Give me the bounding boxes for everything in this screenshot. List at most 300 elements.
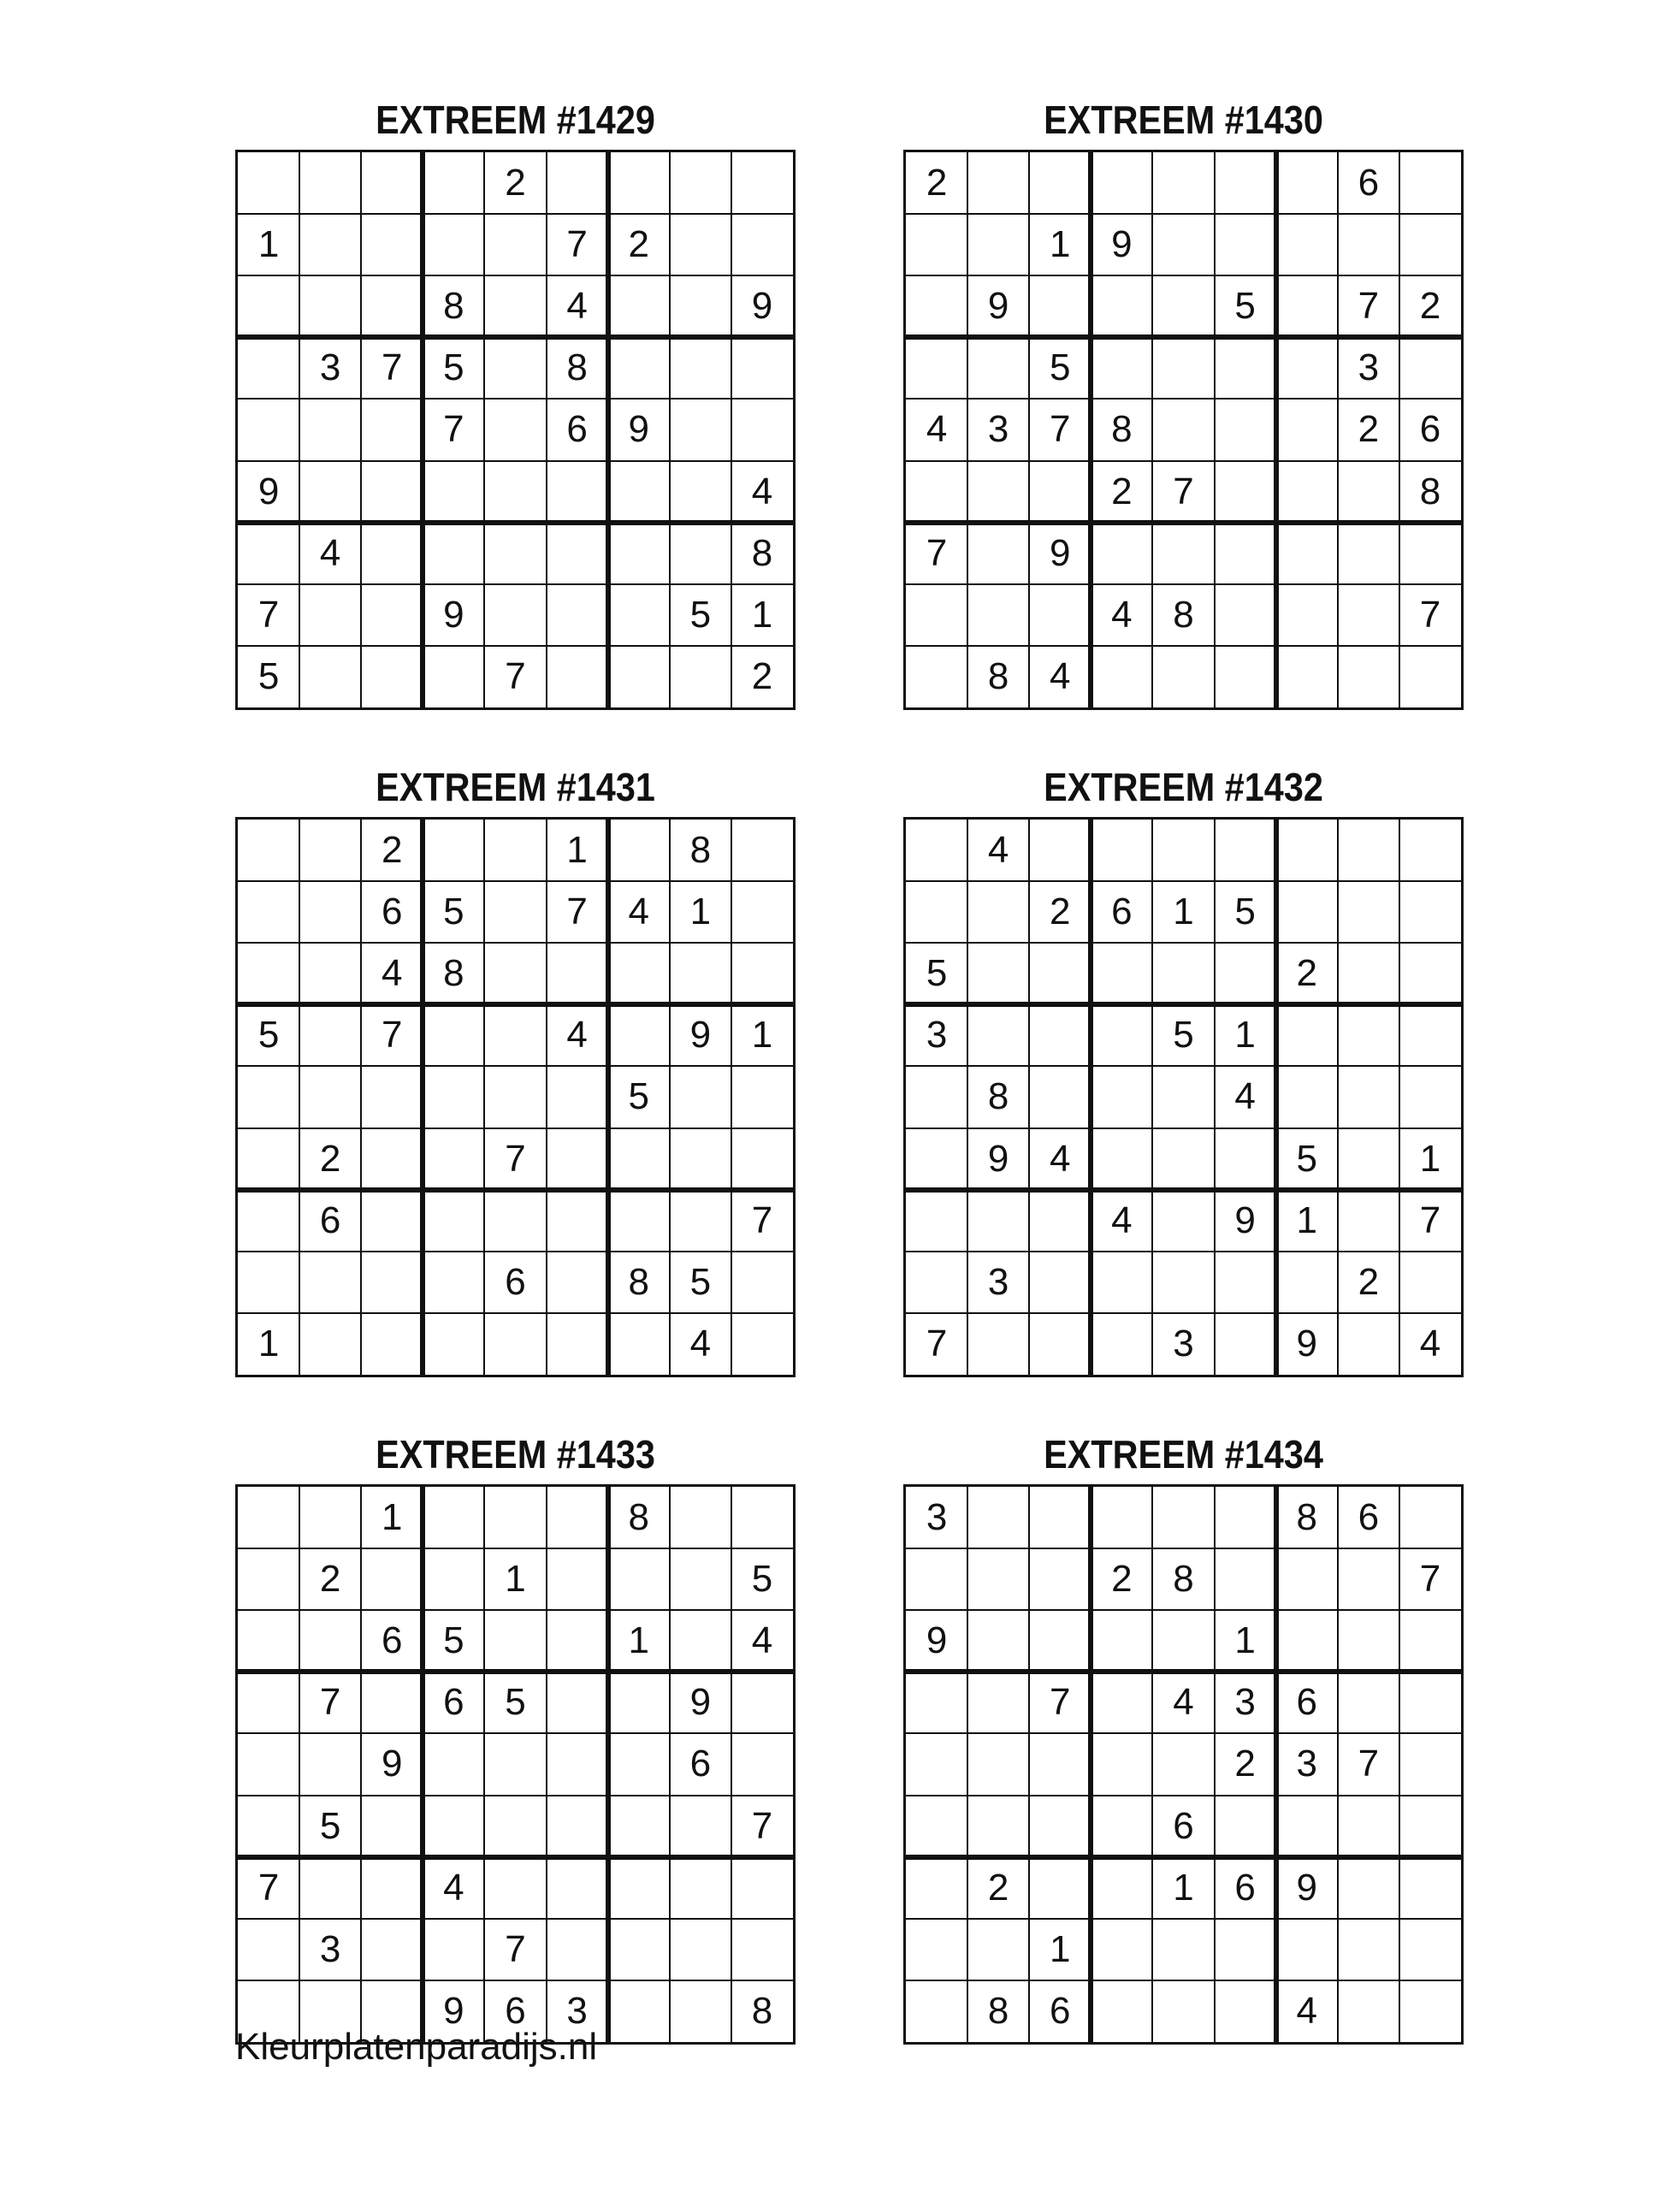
empty-cell <box>608 1919 670 1980</box>
empty-cell <box>423 1066 484 1128</box>
given-digit-cell: 3 <box>926 1014 948 1057</box>
empty-cell <box>906 1919 967 1980</box>
empty-cell <box>299 1313 361 1375</box>
empty-cell <box>1338 1066 1399 1128</box>
empty-cell <box>1215 337 1276 399</box>
given-digit-cell: 5 <box>443 1619 464 1662</box>
empty-cell <box>1091 820 1152 881</box>
empty-cell <box>1399 214 1461 275</box>
given-digit-cell: 3 <box>566 1989 588 2032</box>
empty-cell <box>423 1796 484 1857</box>
given-digit-cell: 2 <box>987 1866 1009 1909</box>
empty-cell <box>1029 1857 1091 1919</box>
empty-cell <box>1091 152 1152 214</box>
given-digit-cell: 5 <box>628 1075 649 1118</box>
empty-cell <box>547 1548 608 1610</box>
empty-cell <box>238 1548 299 1610</box>
empty-cell <box>1152 214 1214 275</box>
empty-cell <box>1152 399 1214 460</box>
empty-cell <box>484 214 546 275</box>
empty-cell <box>906 1252 967 1313</box>
sudoku-grid <box>903 150 1464 710</box>
given-digit-cell: 2 <box>628 223 649 266</box>
empty-cell <box>731 1252 793 1313</box>
empty-cell <box>361 1857 423 1919</box>
empty-cell <box>1399 1487 1461 1548</box>
empty-cell <box>731 337 793 399</box>
given-digit-cell: 6 <box>443 1681 464 1724</box>
empty-cell <box>299 1066 361 1128</box>
empty-cell <box>484 399 546 460</box>
empty-cell <box>1029 1548 1091 1610</box>
empty-cell <box>731 943 793 1004</box>
empty-cell <box>1029 943 1091 1004</box>
given-digit-cell: 8 <box>987 1989 1009 2032</box>
given-digit-cell: 4 <box>443 1866 464 1909</box>
empty-cell <box>608 1733 670 1795</box>
empty-cell <box>1215 399 1276 460</box>
empty-cell <box>1091 1313 1152 1375</box>
empty-cell <box>423 1128 484 1190</box>
empty-cell <box>547 152 608 214</box>
empty-cell <box>1091 1004 1152 1066</box>
empty-cell <box>299 943 361 1004</box>
empty-cell <box>547 1610 608 1672</box>
given-digit-cell: 6 <box>1111 891 1133 933</box>
empty-cell <box>238 943 299 1004</box>
empty-cell <box>1399 1672 1461 1733</box>
empty-cell <box>1338 1796 1399 1857</box>
given-digit-cell: 1 <box>1234 1619 1256 1662</box>
empty-cell <box>1091 1128 1152 1190</box>
empty-cell <box>1399 1796 1461 1857</box>
given-digit-cell: 5 <box>1296 1137 1317 1180</box>
empty-cell <box>1091 1487 1152 1548</box>
empty-cell <box>967 584 1029 646</box>
empty-cell <box>906 461 967 523</box>
given-digit-cell: 6 <box>505 1989 526 2032</box>
empty-cell <box>1338 881 1399 943</box>
empty-cell <box>608 461 670 523</box>
empty-cell <box>1399 646 1461 707</box>
empty-cell <box>484 1610 546 1672</box>
empty-cell <box>1029 1004 1091 1066</box>
empty-cell <box>238 275 299 337</box>
given-digit-cell: 5 <box>1234 891 1256 933</box>
given-digit-cell: 5 <box>1234 285 1256 328</box>
empty-cell <box>299 1610 361 1672</box>
empty-cell <box>361 1252 423 1313</box>
given-digit-cell: 9 <box>443 1989 464 2032</box>
given-digit-cell: 4 <box>1296 1989 1317 2032</box>
empty-cell <box>1399 1733 1461 1795</box>
empty-cell <box>731 1487 793 1548</box>
given-digit-cell: 9 <box>987 1137 1009 1180</box>
empty-cell <box>1152 337 1214 399</box>
empty-cell <box>670 1487 731 1548</box>
empty-cell <box>1399 152 1461 214</box>
empty-cell <box>608 337 670 399</box>
given-digit-cell: 4 <box>689 1322 712 1364</box>
empty-cell <box>238 1487 299 1548</box>
empty-cell <box>484 881 546 943</box>
empty-cell <box>484 1004 546 1066</box>
given-digit-cell: 9 <box>443 593 464 636</box>
empty-cell <box>547 1796 608 1857</box>
empty-cell <box>967 1004 1029 1066</box>
empty-cell <box>238 1733 299 1795</box>
empty-cell <box>1399 1252 1461 1313</box>
empty-cell <box>608 275 670 337</box>
empty-cell <box>1091 275 1152 337</box>
empty-cell <box>1091 943 1152 1004</box>
empty-cell <box>608 523 670 584</box>
empty-cell <box>608 1980 670 2042</box>
empty-cell <box>1338 1857 1399 1919</box>
given-digit-cell: 7 <box>1050 1681 1071 1724</box>
empty-cell <box>1091 1610 1152 1672</box>
empty-cell <box>484 1857 546 1919</box>
puzzle-title: EXTREEM #1431 <box>376 765 655 809</box>
empty-cell <box>967 152 1029 214</box>
empty-cell <box>547 461 608 523</box>
empty-cell <box>1029 1190 1091 1252</box>
empty-cell <box>1152 1733 1214 1795</box>
empty-cell <box>967 1919 1029 1980</box>
given-digit-cell: 1 <box>1050 1927 1071 1970</box>
empty-cell <box>1215 646 1276 707</box>
given-digit-cell: 6 <box>1234 1866 1256 1909</box>
given-digit-cell: 7 <box>566 223 588 266</box>
given-digit-cell: 4 <box>987 829 1009 872</box>
empty-cell <box>1091 1066 1152 1128</box>
empty-cell <box>906 337 967 399</box>
empty-cell <box>1276 275 1338 337</box>
empty-cell <box>423 152 484 214</box>
empty-cell <box>361 214 423 275</box>
empty-cell <box>423 461 484 523</box>
given-digit-cell: 4 <box>628 891 649 933</box>
empty-cell <box>1276 1252 1338 1313</box>
empty-cell <box>906 1128 967 1190</box>
empty-cell <box>670 1066 731 1128</box>
empty-cell <box>361 1919 423 1980</box>
empty-cell <box>1338 523 1399 584</box>
given-digit-cell: 9 <box>689 1681 712 1724</box>
empty-cell <box>299 214 361 275</box>
given-digit-cell: 4 <box>1111 593 1133 636</box>
given-digit-cell: 4 <box>1050 654 1071 697</box>
given-digit-cell: 1 <box>689 891 712 933</box>
given-digit-cell: 7 <box>1358 285 1380 328</box>
empty-cell <box>547 1190 608 1252</box>
empty-cell <box>1152 1066 1214 1128</box>
empty-cell <box>423 646 484 707</box>
empty-cell <box>1276 1796 1338 1857</box>
empty-cell <box>299 584 361 646</box>
given-digit-cell: 5 <box>505 1681 526 1724</box>
given-digit-cell: 2 <box>1358 408 1380 451</box>
empty-cell <box>967 1796 1029 1857</box>
empty-cell <box>1215 1487 1276 1548</box>
empty-cell <box>1029 1487 1091 1548</box>
given-digit-cell: 4 <box>566 1014 588 1057</box>
empty-cell <box>1276 337 1338 399</box>
given-digit-cell: 4 <box>566 285 588 328</box>
empty-cell <box>484 337 546 399</box>
empty-cell <box>1215 523 1276 584</box>
empty-cell <box>670 646 731 707</box>
empty-cell <box>1215 1796 1276 1857</box>
empty-cell <box>484 1733 546 1795</box>
given-digit-cell: 1 <box>505 1558 526 1601</box>
empty-cell <box>731 1128 793 1190</box>
empty-cell <box>1152 1919 1214 1980</box>
given-digit-cell: 5 <box>319 1804 341 1847</box>
given-digit-cell: 2 <box>1234 1743 1256 1785</box>
given-digit-cell: 6 <box>1419 408 1441 451</box>
given-digit-cell: 6 <box>689 1743 712 1785</box>
empty-cell <box>423 523 484 584</box>
empty-cell <box>547 1919 608 1980</box>
given-digit-cell: 8 <box>1111 408 1133 451</box>
site-footer: Kleurplatenparadijs.nl <box>235 2026 598 2068</box>
empty-cell <box>1338 1004 1399 1066</box>
empty-cell <box>361 1672 423 1733</box>
given-digit-cell: 6 <box>382 891 403 933</box>
given-digit-cell: 2 <box>505 162 526 204</box>
empty-cell <box>608 1190 670 1252</box>
empty-cell <box>967 881 1029 943</box>
empty-cell <box>731 881 793 943</box>
given-digit-cell: 6 <box>1173 1804 1194 1847</box>
empty-cell <box>238 1672 299 1733</box>
puzzle-title: EXTREEM #1430 <box>1044 98 1323 142</box>
empty-cell <box>670 1857 731 1919</box>
empty-cell <box>608 646 670 707</box>
empty-cell <box>547 646 608 707</box>
given-digit-cell: 6 <box>1358 162 1380 204</box>
given-digit-cell: 2 <box>1296 952 1317 995</box>
given-digit-cell: 8 <box>689 829 712 872</box>
empty-cell <box>1276 646 1338 707</box>
empty-cell <box>906 1796 967 1857</box>
empty-cell <box>608 820 670 881</box>
given-digit-cell: 6 <box>1358 1496 1380 1539</box>
empty-cell <box>361 1190 423 1252</box>
empty-cell <box>547 1733 608 1795</box>
empty-cell <box>1091 646 1152 707</box>
empty-cell <box>670 1919 731 1980</box>
empty-cell <box>1215 943 1276 1004</box>
given-digit-cell: 7 <box>1419 1199 1441 1241</box>
empty-cell <box>1215 584 1276 646</box>
empty-cell <box>484 1190 546 1252</box>
empty-cell <box>1029 584 1091 646</box>
given-digit-cell: 4 <box>926 408 948 451</box>
given-digit-cell: 6 <box>505 1260 526 1303</box>
empty-cell <box>608 1128 670 1190</box>
given-digit-cell: 8 <box>443 285 464 328</box>
given-digit-cell: 7 <box>1419 1558 1441 1601</box>
empty-cell <box>238 820 299 881</box>
empty-cell <box>1276 1919 1338 1980</box>
given-digit-cell: 7 <box>505 1927 526 1970</box>
given-digit-cell: 1 <box>257 1322 280 1364</box>
given-digit-cell: 5 <box>443 346 464 389</box>
empty-cell <box>1215 214 1276 275</box>
given-digit-cell: 3 <box>987 1260 1009 1303</box>
empty-cell <box>967 1190 1029 1252</box>
empty-cell <box>238 337 299 399</box>
empty-cell <box>1276 820 1338 881</box>
given-digit-cell: 2 <box>1358 1260 1380 1303</box>
sudoku-grid <box>235 817 796 1377</box>
empty-cell <box>361 523 423 584</box>
empty-cell <box>484 461 546 523</box>
empty-cell <box>1276 523 1338 584</box>
empty-cell <box>299 461 361 523</box>
empty-cell <box>906 881 967 943</box>
empty-cell <box>1215 1548 1276 1610</box>
empty-cell <box>1152 1487 1214 1548</box>
given-digit-cell: 2 <box>1111 470 1133 512</box>
empty-cell <box>1152 1610 1214 1672</box>
given-digit-cell: 4 <box>1234 1075 1256 1118</box>
empty-cell <box>547 943 608 1004</box>
empty-cell <box>1029 1252 1091 1313</box>
empty-cell <box>1276 1004 1338 1066</box>
given-digit-cell: 1 <box>382 1496 403 1539</box>
empty-cell <box>1338 461 1399 523</box>
empty-cell <box>967 337 1029 399</box>
empty-cell <box>238 152 299 214</box>
empty-cell <box>906 275 967 337</box>
empty-cell <box>1338 1190 1399 1252</box>
empty-cell <box>1399 881 1461 943</box>
empty-cell <box>547 1487 608 1548</box>
empty-cell <box>423 1548 484 1610</box>
given-digit-cell: 9 <box>1050 531 1071 574</box>
empty-cell <box>670 461 731 523</box>
empty-cell <box>361 1796 423 1857</box>
empty-cell <box>1276 399 1338 460</box>
empty-cell <box>361 584 423 646</box>
given-digit-cell: 4 <box>382 952 403 995</box>
given-digit-cell: 4 <box>1419 1322 1441 1364</box>
empty-cell <box>1215 1252 1276 1313</box>
given-digit-cell: 9 <box>751 285 773 328</box>
given-digit-cell: 6 <box>1296 1681 1317 1724</box>
empty-cell <box>423 1919 484 1980</box>
empty-cell <box>1215 1128 1276 1190</box>
empty-cell <box>238 881 299 943</box>
given-digit-cell: 2 <box>319 1137 341 1180</box>
empty-cell <box>299 881 361 943</box>
empty-cell <box>1029 1796 1091 1857</box>
empty-cell <box>608 1857 670 1919</box>
empty-cell <box>423 1733 484 1795</box>
given-digit-cell: 7 <box>505 654 526 697</box>
empty-cell <box>1399 1919 1461 1980</box>
empty-cell <box>608 152 670 214</box>
given-digit-cell: 5 <box>689 1260 712 1303</box>
given-digit-cell: 5 <box>257 1014 280 1057</box>
given-digit-cell: 6 <box>1050 1989 1071 2032</box>
empty-cell <box>906 1672 967 1733</box>
given-digit-cell: 7 <box>382 1014 403 1057</box>
empty-cell <box>967 523 1029 584</box>
empty-cell <box>1215 461 1276 523</box>
empty-cell <box>299 399 361 460</box>
given-digit-cell: 2 <box>926 162 948 204</box>
empty-cell <box>361 1548 423 1610</box>
given-digit-cell: 2 <box>1419 285 1441 328</box>
given-digit-cell: 4 <box>751 470 773 512</box>
empty-cell <box>608 1796 670 1857</box>
empty-cell <box>967 1610 1029 1672</box>
given-digit-cell: 6 <box>319 1199 341 1241</box>
empty-cell <box>1029 461 1091 523</box>
empty-cell <box>423 1004 484 1066</box>
given-digit-cell: 3 <box>1234 1681 1256 1724</box>
empty-cell <box>731 1733 793 1795</box>
given-digit-cell: 1 <box>1234 1014 1256 1057</box>
given-digit-cell: 7 <box>926 531 948 574</box>
empty-cell <box>670 943 731 1004</box>
empty-cell <box>1399 523 1461 584</box>
empty-cell <box>1152 820 1214 881</box>
given-digit-cell: 1 <box>1050 223 1071 266</box>
empty-cell <box>967 1487 1029 1548</box>
empty-cell <box>731 1919 793 1980</box>
given-digit-cell: 7 <box>257 593 280 636</box>
empty-cell <box>670 523 731 584</box>
empty-cell <box>1091 1672 1152 1733</box>
empty-cell <box>299 820 361 881</box>
empty-cell <box>423 1487 484 1548</box>
empty-cell <box>1399 1004 1461 1066</box>
given-digit-cell: 3 <box>319 1927 341 1970</box>
given-digit-cell: 7 <box>443 408 464 451</box>
empty-cell <box>547 1252 608 1313</box>
empty-cell <box>967 1672 1029 1733</box>
empty-cell <box>967 1548 1029 1610</box>
empty-cell <box>670 1190 731 1252</box>
empty-cell <box>731 1672 793 1733</box>
sudoku-grid <box>903 1484 1464 2045</box>
given-digit-cell: 8 <box>566 346 588 389</box>
empty-cell <box>299 1487 361 1548</box>
empty-cell <box>670 1980 731 2042</box>
given-digit-cell: 8 <box>987 1075 1009 1118</box>
given-digit-cell: 1 <box>628 1619 649 1662</box>
empty-cell <box>731 1066 793 1128</box>
given-digit-cell: 9 <box>382 1743 403 1785</box>
given-digit-cell: 7 <box>566 891 588 933</box>
empty-cell <box>1152 943 1214 1004</box>
empty-cell <box>1091 1980 1152 2042</box>
empty-cell <box>238 1066 299 1128</box>
given-digit-cell: 4 <box>1050 1137 1071 1180</box>
puzzle-title: EXTREEM #1429 <box>376 98 655 142</box>
empty-cell <box>1152 1128 1214 1190</box>
given-digit-cell: 5 <box>689 593 712 636</box>
given-digit-cell: 8 <box>751 1989 773 2032</box>
empty-cell <box>1338 820 1399 881</box>
empty-cell <box>1029 275 1091 337</box>
empty-cell <box>1338 584 1399 646</box>
